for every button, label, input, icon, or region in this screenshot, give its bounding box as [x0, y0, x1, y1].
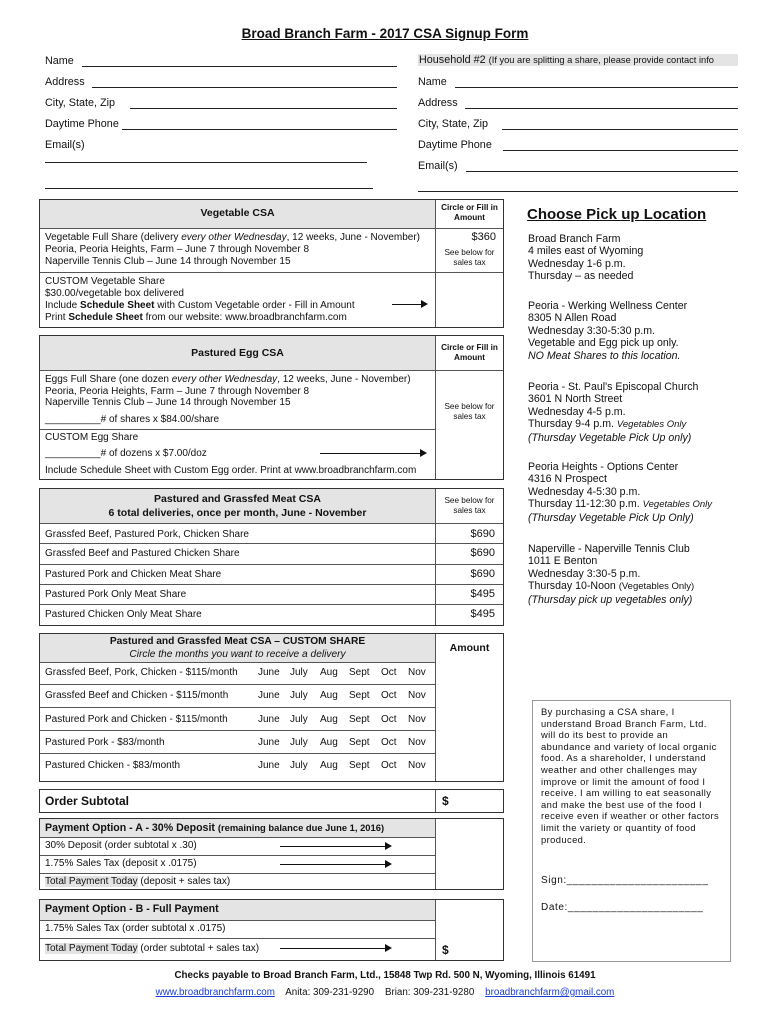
website-link[interactable]: www.broadbranchfarm.com — [155, 987, 275, 998]
location-line: 8305 N Allen Road — [528, 312, 617, 325]
anita-phone: Anita: 309-231-9290 — [285, 987, 375, 998]
month-sept[interactable]: Sept — [349, 737, 370, 748]
location-line: Peoria Heights - Options Center — [528, 461, 679, 473]
veg-custom4a: Print — [45, 312, 69, 323]
egg-circle-header: Circle or Fill in Amount — [441, 343, 498, 362]
hh-email-field-2[interactable] — [418, 191, 738, 192]
month-nov[interactable]: Nov — [408, 714, 426, 725]
month-aug[interactable]: Aug — [320, 760, 338, 771]
meat-row-name: Grassfed Beef, Pastured Pork, Chicken Share — [45, 529, 249, 540]
veg-rule-2 — [40, 272, 503, 273]
month-june[interactable]: June — [258, 690, 280, 701]
month-nov[interactable]: Nov — [408, 690, 426, 701]
deposit-total-line — [45, 876, 230, 888]
footer-checks-payable: Checks payable to Broad Branch Farm, Ltd., 15848 Twp Rd. 500 N, Wyoming, Illinois 61491 — [174, 970, 596, 981]
hh-name-field[interactable] — [455, 87, 738, 88]
hh-email-field[interactable] — [466, 171, 738, 172]
veg-full-share-line — [45, 232, 420, 244]
sign-field[interactable]: Sign:_______________________ — [541, 875, 709, 886]
option-a-note: (remaining balance due June 1, 2016) — [217, 822, 385, 833]
custom-meat-rule-4 — [40, 753, 435, 754]
meat-header-2: 6 total deliveries, once per month, June - November — [108, 507, 367, 519]
location-note: (Thursday pick up vegetables only) — [528, 593, 693, 606]
meat-row-name: Pastured Pork Only Meat Share — [45, 589, 187, 600]
location-note: (Thursday Vegetable Pick Up Only) — [528, 511, 694, 524]
veg-header: Vegetable CSA — [200, 207, 275, 219]
location-line: Wednesday 4-5 p.m. — [528, 405, 626, 418]
hh-city-label: City, State, Zip — [418, 118, 489, 130]
meat-row-price[interactable]: $690 — [470, 568, 495, 580]
meat-row-name: Pastured Pork and Chicken Meat Share — [45, 569, 222, 580]
veg-custom1: CUSTOM Vegetable Share — [45, 276, 165, 287]
month-aug[interactable]: Aug — [320, 737, 338, 748]
egg-rule-1 — [40, 370, 503, 371]
egg-tax-note: See below for sales tax — [444, 402, 495, 421]
month-june[interactable]: June — [258, 760, 280, 771]
veg-circle-header: Circle or Fill in Amount — [441, 203, 498, 222]
veg-line1c: , 12 weeks, June - November) — [286, 232, 421, 243]
option-b-rule-1 — [40, 920, 435, 921]
option-a-header — [45, 822, 384, 835]
hh-email-label: Email(s) — [418, 160, 458, 172]
month-nov[interactable]: Nov — [408, 737, 426, 748]
option-a-rule-3 — [40, 873, 435, 874]
month-june[interactable]: June — [258, 667, 280, 678]
egg-custom1: CUSTOM Egg Share — [45, 432, 139, 443]
option-b-divider — [435, 900, 436, 960]
address-field[interactable] — [92, 87, 397, 88]
veg-line1a: Vegetable Full Share (delivery — [45, 232, 182, 243]
location-line: Wednesday 3:30-5 p.m. — [528, 567, 641, 580]
month-july[interactable]: July — [290, 760, 308, 771]
month-sept[interactable]: Sept — [349, 667, 370, 678]
veg-line2: Peoria, Peoria Heights, Farm – June 7 through November 8 — [45, 244, 310, 255]
pickup-location-st-pauls[interactable] — [528, 381, 698, 444]
location-line — [528, 498, 712, 511]
veg-rule-1 — [40, 228, 503, 229]
custom-meat-rule-3 — [40, 730, 435, 731]
veg-custom3a: Include — [45, 300, 81, 311]
month-oct[interactable]: Oct — [381, 714, 397, 725]
meat-row-price[interactable]: $690 — [470, 528, 495, 540]
meat-rule-3 — [40, 584, 503, 585]
full-total-label: Total Payment Today — [45, 943, 138, 954]
veg-line1b: every other Wednesday — [181, 232, 287, 243]
egg-arrow-icon — [320, 453, 425, 454]
option-a-rule-2 — [40, 855, 435, 856]
location-line: 3601 N North Street — [528, 393, 623, 406]
location-veg-only: (Vegetables Only) — [618, 581, 695, 593]
page-title: Broad Branch Farm - 2017 CSA Signup Form — [241, 26, 529, 41]
custom-meat-amount[interactable] — [437, 664, 501, 779]
month-nov[interactable]: Nov — [408, 667, 426, 678]
location-veg-only: Vegetables Only — [616, 419, 687, 431]
month-aug[interactable]: Aug — [320, 690, 338, 701]
location-thursday: Thursday 11-12:30 p.m. — [528, 498, 643, 511]
hh-phone-field[interactable] — [503, 150, 738, 151]
location-line: Broad Branch Farm — [528, 233, 621, 245]
deposit-total-label: Total Payment Today — [45, 876, 138, 887]
full-total-note: (order subtotal + sales tax) — [137, 943, 260, 954]
custom-meat-row: Pastured Pork and Chicken - $115/month — [45, 714, 228, 725]
location-thursday: Thursday 10-Noon — [528, 580, 619, 593]
month-july[interactable]: July — [290, 737, 308, 748]
veg-arrow-icon — [392, 304, 426, 305]
location-line: Wednesday 4-5:30 p.m. — [528, 485, 641, 498]
month-oct[interactable]: Oct — [381, 737, 397, 748]
location-thursday: Thursday 9-4 p.m. — [528, 418, 617, 431]
egg-shares-field[interactable]: __________# of shares x $84.00/share — [45, 414, 220, 425]
option-b-rule-2 — [40, 938, 435, 939]
month-oct[interactable]: Oct — [381, 667, 397, 678]
option-b-header: Payment Option - B - Full Payment — [45, 903, 219, 915]
meat-row-price[interactable]: $495 — [470, 608, 495, 620]
deposit-line: 30% Deposit (order subtotal x .30) — [45, 840, 197, 851]
subtotal-divider — [435, 790, 436, 812]
meat-rule-1 — [40, 543, 503, 544]
household-label: Household #2 — [419, 54, 486, 66]
custom-meat-box — [39, 633, 504, 782]
egg-line3: Naperville Tennis Club – June 14 through November 15 — [45, 397, 291, 408]
full-total-line — [45, 943, 259, 955]
month-oct[interactable]: Oct — [381, 690, 397, 701]
egg-line1c: , 12 weeks, June - November) — [277, 374, 411, 385]
veg-price[interactable]: $360 — [471, 231, 496, 243]
hh-address-field[interactable] — [465, 108, 738, 109]
veg-custom4b: Schedule Sheet — [68, 312, 143, 323]
month-oct[interactable]: Oct — [381, 760, 397, 771]
location-line: Thursday – as needed — [528, 270, 634, 283]
egg-header: Pastured Egg CSA — [191, 347, 284, 359]
custom-meat-header-1: Pastured and Grassfed Meat CSA – CUSTOM SHARE — [109, 636, 366, 647]
veg-custom3b: Schedule Sheet — [80, 300, 155, 311]
location-line: 4316 N Prospect — [528, 473, 607, 486]
month-july[interactable]: July — [290, 714, 308, 725]
veg-custom4c: from our website: www.broadbranchfarm.com — [142, 312, 347, 323]
payment-option-b-box — [39, 899, 504, 961]
email-field-2[interactable] — [45, 188, 373, 189]
location-veg-only: Vegetables Only — [642, 499, 712, 511]
city-label: City, State, Zip — [45, 97, 116, 109]
name-label: Name — [45, 55, 74, 67]
pickup-title: Choose Pick up Location — [527, 206, 707, 223]
veg-custom3 — [45, 300, 355, 312]
meat-rule-0 — [40, 523, 503, 524]
egg-dozens-field[interactable]: __________# of dozens x $7.00/doz — [45, 448, 207, 459]
option-a-rule-1 — [40, 837, 435, 838]
pickup-location-options-center[interactable] — [528, 461, 712, 524]
meat-tax-note: See below for sales tax — [444, 496, 495, 515]
agreement-text: By purchasing a CSA share, I understand Broad Branch Farm, Ltd. will do its best to provide an abundance and variety of local organic food. As a shareholder, I understand weather and other challenges may improve or limit the amount of food I receive. I am willing to eat seasonally and make the best use of the food I receive even if weather or other factors limit the variety or quantity of food produced. — [541, 706, 720, 845]
name-field[interactable] — [82, 66, 397, 67]
month-nov[interactable]: Nov — [408, 760, 426, 771]
order-subtotal-box — [39, 789, 504, 813]
deposit-total-note: (deposit + sales tax) — [137, 876, 231, 887]
location-line: Peoria - Werking Wellness Center — [528, 300, 688, 312]
phone-label: Daytime Phone — [45, 118, 119, 130]
pickup-location-naperville[interactable] — [528, 543, 694, 606]
location-line: Wednesday 3:30-5:30 p.m. — [528, 324, 656, 337]
meat-header-1: Pastured and Grassfed Meat CSA — [154, 493, 321, 505]
phone-field[interactable] — [122, 129, 397, 130]
custom-meat-divider — [435, 634, 436, 781]
meat-csa-box — [39, 488, 504, 626]
meat-row-price[interactable]: $690 — [470, 547, 495, 559]
veg-custom2: $30.00/vegetable box delivered — [45, 288, 184, 299]
vegetable-csa-box — [39, 199, 504, 328]
month-sept[interactable]: Sept — [349, 760, 370, 771]
location-note: NO Meat Shares to this location. — [528, 349, 681, 362]
address-label: Address — [45, 76, 85, 88]
custom-meat-rule-2 — [40, 707, 435, 708]
location-line: 1011 E Benton — [528, 555, 598, 568]
meat-rule-2 — [40, 564, 503, 565]
location-line: Wednesday 1-6 p.m. — [528, 257, 626, 270]
email-label: Email(s) — [45, 139, 85, 151]
hh-phone-label: Daytime Phone — [418, 139, 492, 151]
month-july[interactable]: July — [290, 667, 308, 678]
month-sept[interactable]: Sept — [349, 714, 370, 725]
location-note: (Thursday Vegetable Pick Up only) — [528, 431, 692, 444]
full-tax-line: 1.75% Sales Tax (order subtotal x .0175) — [45, 923, 226, 934]
egg-rule-2 — [40, 429, 435, 430]
full-total-arrow-icon — [280, 948, 390, 949]
veg-line3: Naperville Tennis Club – June 14 through November 15 — [45, 256, 291, 267]
hh-city-field[interactable] — [502, 129, 738, 130]
amount-header: Amount — [449, 642, 490, 654]
egg-full-share-line — [45, 374, 411, 386]
location-line: Naperville - Naperville Tennis Club — [528, 543, 690, 555]
egg-csa-box — [39, 335, 504, 480]
location-line: Peoria - St. Paul's Episcopal Church — [528, 381, 699, 393]
meat-row-name: Grassfed Beef and Pastured Chicken Share — [45, 548, 240, 559]
deposit-tax-arrow-icon — [280, 864, 390, 865]
custom-meat-header-2: Circle the months you want to receive a delivery — [129, 649, 346, 660]
pickup-location-werking[interactable] — [528, 300, 687, 362]
egg-custom3: Include Schedule Sheet with Custom Egg order. Print at www.broadbranchfarm.com — [45, 465, 417, 476]
option-a-amount[interactable] — [437, 820, 501, 888]
email-link[interactable]: broadbranchfarm@gmail.com — [485, 987, 615, 998]
month-aug[interactable]: Aug — [320, 667, 338, 678]
full-total-dollar[interactable]: $ — [442, 943, 449, 957]
veg-tax-note: See below for sales tax — [444, 248, 495, 267]
household-header — [418, 54, 738, 66]
meat-rule-4 — [40, 604, 503, 605]
month-june[interactable]: June — [258, 714, 280, 725]
egg-line2: Peoria, Peoria Heights, Farm – June 7 through November 8 — [45, 386, 310, 397]
egg-line1b: every other Wednesday — [171, 374, 278, 385]
egg-line1a: Eggs Full Share (one dozen — [45, 374, 172, 385]
option-a-title: Payment Option - A - 30% Deposit — [45, 822, 218, 834]
custom-meat-rule-0 — [40, 662, 435, 663]
household-note: (If you are splitting a share, please provide contact info — [488, 55, 714, 65]
option-a-divider — [435, 819, 436, 889]
subtotal-dollar[interactable]: $ — [442, 794, 449, 808]
veg-custom3c: with Custom Vegetable order - Fill in Amount — [154, 300, 355, 311]
custom-meat-row: Grassfed Beef and Chicken - $115/month — [45, 690, 229, 701]
month-sept[interactable]: Sept — [349, 690, 370, 701]
month-july[interactable]: July — [290, 690, 308, 701]
location-line: Vegetable and Egg pick up only. — [528, 337, 679, 350]
brian-phone: Brian: 309-231-9280 — [384, 987, 475, 998]
meat-row-price[interactable]: $495 — [470, 588, 495, 600]
veg-custom4 — [45, 312, 347, 324]
month-aug[interactable]: Aug — [320, 714, 338, 725]
meat-row-name: Pastured Chicken Only Meat Share — [45, 609, 202, 620]
custom-meat-row: Grassfed Beef, Pork, Chicken - $115/month — [45, 667, 238, 678]
email-field-1[interactable] — [45, 162, 367, 163]
deposit-arrow-icon — [280, 846, 390, 847]
city-field[interactable] — [130, 108, 397, 109]
veg-custom-amount[interactable] — [437, 274, 501, 324]
location-line: 4 miles east of Wyoming — [528, 245, 644, 258]
payment-option-a-box — [39, 818, 504, 890]
order-subtotal-label: Order Subtotal — [45, 794, 130, 808]
custom-meat-rule-1 — [40, 684, 435, 685]
month-june[interactable]: June — [258, 737, 280, 748]
pickup-location-farm[interactable] — [528, 233, 643, 283]
custom-meat-row: Pastured Pork - $83/month — [45, 737, 165, 748]
footer-contacts — [0, 987, 770, 998]
custom-meat-row: Pastured Chicken - $83/month — [45, 760, 181, 771]
location-line — [528, 580, 694, 593]
deposit-tax-line: 1.75% Sales Tax (deposit x .0175) — [45, 858, 197, 869]
hh-address-label: Address — [418, 97, 458, 109]
location-line — [528, 418, 698, 431]
date-field[interactable]: Date:______________________ — [541, 902, 704, 913]
hh-name-label: Name — [418, 76, 447, 88]
